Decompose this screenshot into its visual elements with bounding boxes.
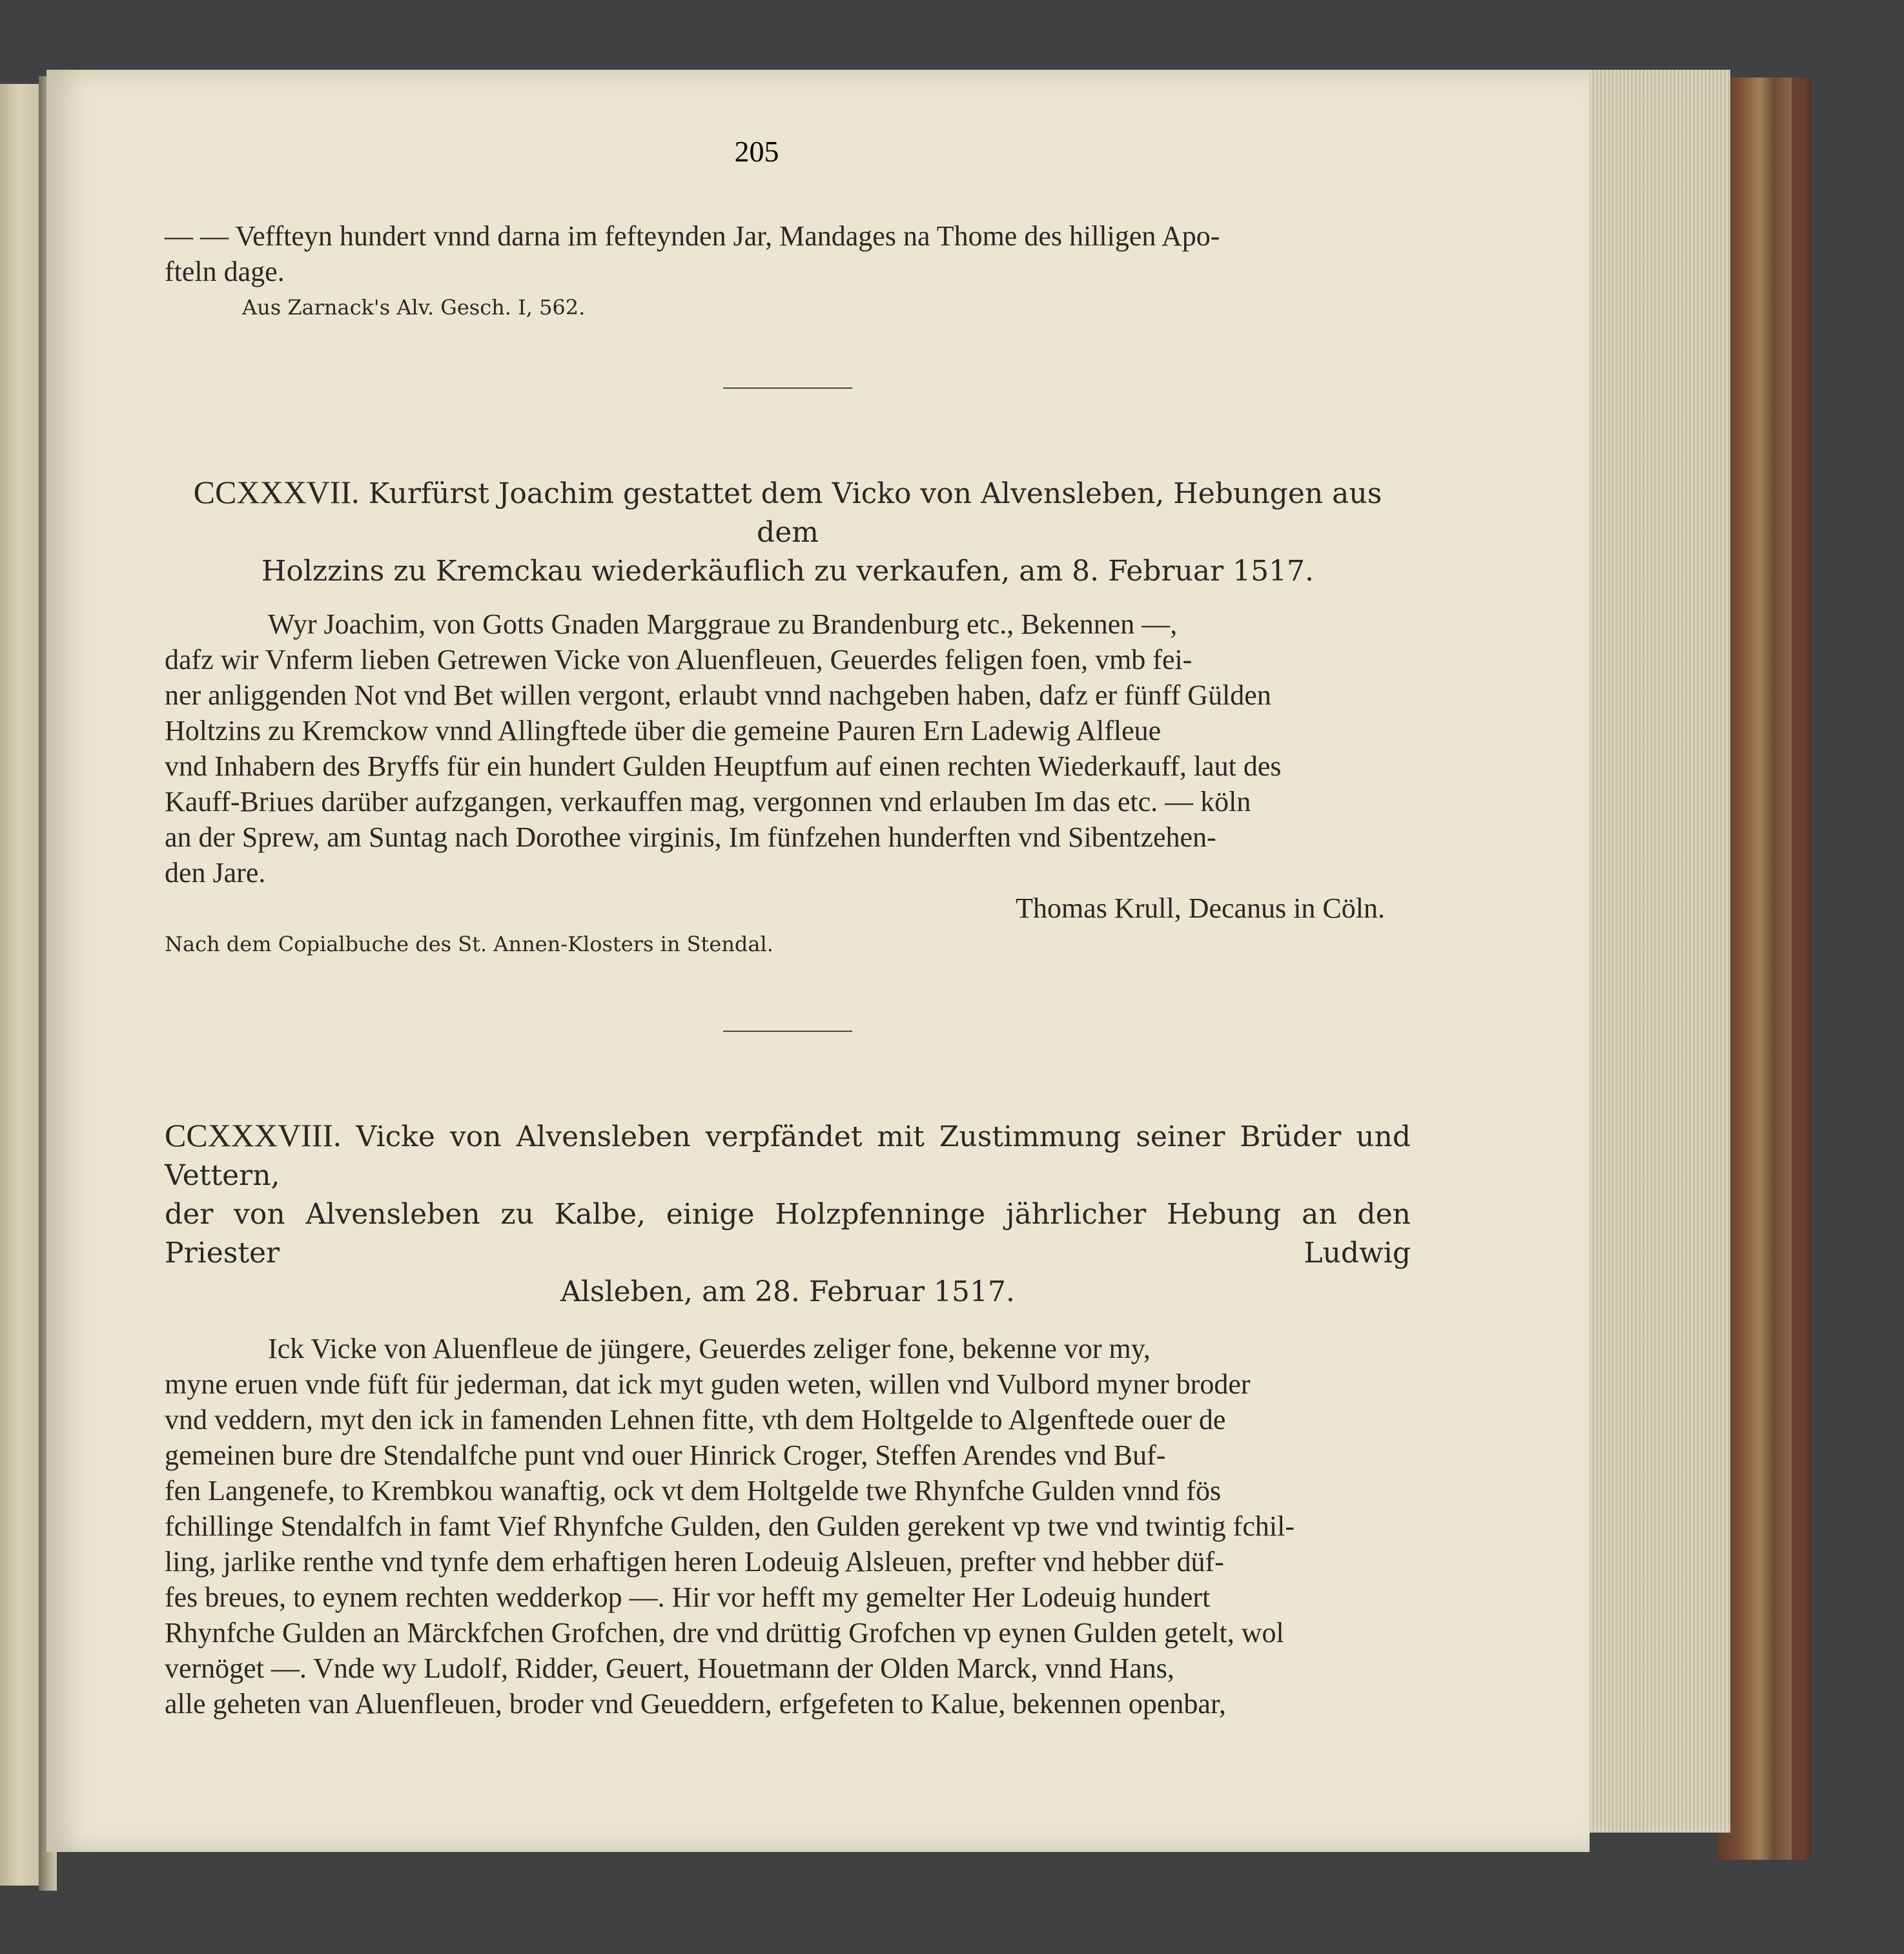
text-line: Ick Vicke von Aluenfleue de jüngere, Geuerdes zeliger fone, bekenne vor my,: [268, 1333, 1151, 1364]
text-line: Kauff-Briues darüber aufzgangen, verkauffen mag, vergonnen vnd erlauben Im das etc. — köln: [165, 786, 1251, 818]
text-line: myne eruen vnde füft für jederman, dat ick myt guden weten, willen vnd Vulbord myner broder: [165, 1368, 1251, 1400]
signature-line: Thomas Krull, Decanus in Cöln.: [1016, 892, 1385, 924]
text-line: fes breues, to eynem rechten wedderkop —. Hir vor hefft my gemelter Her Lodeuig hundert: [165, 1581, 1211, 1613]
document-heading: [165, 1116, 1411, 1195]
document-heading: [165, 473, 1411, 552]
continuation-text: [165, 218, 1411, 323]
document-number: CCXXXVIII.: [165, 1117, 342, 1153]
text-line: fchillinge Stendalfch in famt Vief Rhynfche Gulden, den Gulden gerekent vp twe vnd twintig fchil-: [165, 1510, 1295, 1542]
text-block: [165, 218, 1411, 1722]
page-edges: [1582, 70, 1730, 1833]
document-238: [165, 1116, 1411, 1722]
text-line: dafz wir Vnferm lieben Getrewen Vicke von Aluenfleuen, Geuerdes feligen foen, vmb fei-: [165, 644, 1193, 675]
text-line: vernöget —. Vnde wy Ludolf, Ridder, Geuert, Houetmann der Olden Marck, vnnd Hans,: [165, 1652, 1174, 1684]
heading-text: Alsleben, am 28. Februar 1517.: [560, 1275, 1015, 1308]
book-page: [46, 70, 1590, 1852]
document-237: [165, 473, 1411, 960]
text-line: gemeinen bure dre Stendalfche punt vnd ouer Hinrick Croger, Steffen Arendes vnd Buf-: [165, 1439, 1166, 1471]
heading-text: Vicke von Alvensleben verpfändet mit Zustimmung seiner Brüder und Vettern,: [165, 1120, 1411, 1192]
text-line: ling, jarlike renthe vnd tynfe dem erhaftigen heren Lodeuig Alsleuen, prefter vnd hebber düf-: [165, 1546, 1224, 1578]
text-line: den Jare.: [165, 857, 266, 889]
text-line: — — Veffteyn hundert vnnd darna im fefteynden Jar, Mandages na Thome des hilligen Apo-: [165, 220, 1220, 252]
text-line: alle geheten van Aluenfleuen, broder vnd Geueddern, erfgefeten to Kalue, bekennen openbar,: [165, 1688, 1226, 1720]
text-line: fteln dage.: [165, 256, 285, 287]
source-note: Nach dem Copialbuche des St. Annen-Klosters in Stendal.: [165, 932, 773, 956]
text-line: fen Langenefe, to Krembkou wanaftig, ock vt dem Holtgelde twe Rhynfche Gulden vnnd fös: [165, 1475, 1222, 1507]
source-note: Aus Zarnack's Alv. Gesch. I, 562.: [242, 295, 586, 320]
document-number: CCXXXVII.: [193, 474, 360, 510]
text-line: Holtzins zu Kremckow vnnd Allingftede über die gemeine Pauren Ern Ladewig Alfleue: [165, 715, 1162, 746]
heading-text: Kurfürst Joachim gestattet dem Vicko von Alvensleben, Hebungen aus dem: [368, 477, 1382, 549]
text-line: Wyr Joachim, von Gotts Gnaden Marggraue zu Brandenburg etc., Bekennen —,: [268, 608, 1178, 640]
text-line: Rhynfche Gulden an Märckfchen Grofchen, dre vnd drüttig Grofchen vp eynen Gulden getelt, wol: [165, 1617, 1284, 1649]
page-number: 205: [734, 135, 779, 168]
heading-text: der von Alvensleben zu Kalbe, einige Holzpfenninge jährlicher Hebung an den Priester Ludwig: [165, 1198, 1411, 1270]
text-line: ner anliggenden Not vnd Bet willen vergont, erlaubt vnnd nachgeben haben, dafz er fünff Gülden: [165, 679, 1271, 711]
text-line: vnd veddern, myt den ick in famenden Lehnen fitte, vth dem Holtgelde to Algenftede ouer de: [165, 1404, 1226, 1435]
text-line: vnd Inhabern des Bryffs für ein hundert Gulden Heuptfum auf einen rechten Wiederkauff, laut des: [165, 750, 1282, 782]
heading-text: Holzzins zu Kremckau wiederkäuflich zu verkaufen, am 8. Februar 1517.: [261, 555, 1315, 588]
text-line: an der Sprew, am Suntag nach Dorothee virginis, Im fünfzehen hunderften vnd Sibentzehen-: [165, 821, 1216, 853]
cover-edge: [1792, 77, 1806, 1860]
